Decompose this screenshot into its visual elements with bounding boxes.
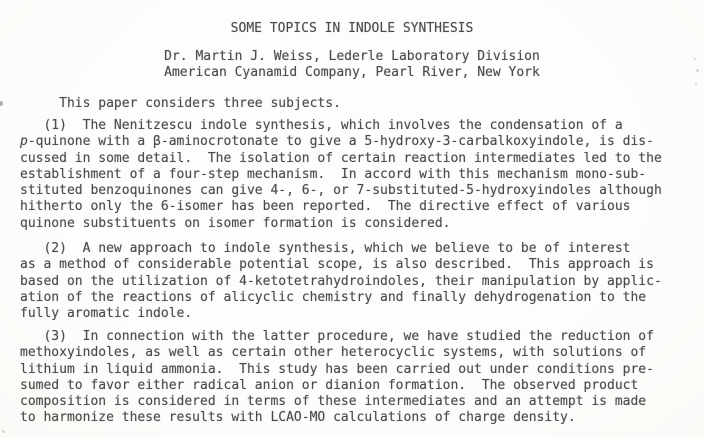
paragraph-2 (20, 241, 692, 322)
paragraph-1 (20, 118, 692, 232)
text-line: (3) In connection with the latter procedure, we have studied the reduction of (20, 329, 654, 344)
scan-speck-artifact (694, 58, 696, 60)
text-line: (1) The Nenitzescu indole synthesis, which involves the condensation of a (20, 118, 623, 133)
page-title: SOME TOPICS IN INDOLE SYNTHESIS (230, 21, 474, 36)
paragraph-3 (20, 329, 692, 427)
text-line: methoxyindoles, as well as certain other heterocyclic systems, with solutions of (20, 345, 647, 361)
scan-speck-artifact (0, 101, 3, 106)
affiliation-line: American Cyanamid Company, Pearl River, New York (164, 65, 540, 81)
intro-paragraph (20, 96, 692, 112)
text-line: cussed in some detail. The isolation of certain reaction intermediates led to the (20, 150, 662, 166)
text-line: This paper considers three subjects. (20, 96, 341, 111)
text-line: to harmonize these results with LCAO-MO calculations of charge density. (20, 410, 576, 426)
text-line: p-quinone with a β-aminocrotonate to give a 5-hydroxy-3-carbalkoxyindole, is dis- (20, 134, 654, 150)
text-line: lithium in liquid ammonia. This study has been carried out under conditions pre- (20, 361, 654, 377)
text-line: (2) A new approach to indole synthesis, which we believe to be of interest (20, 241, 631, 256)
text-line: ation of the reactions of alicyclic chemistry and finally dehydrogenation to the (20, 289, 647, 305)
text-line: composition is considered in terms of these intermediates and an attempt is made (20, 394, 647, 410)
text-line: establishment of a four-step mechanism. In accord with this mechanism mono-sub- (20, 166, 647, 182)
text-line: fully aromatic indole. (20, 306, 193, 322)
text-line: based on the utilization of 4-ketotetrahydroindoles, their manipulation by applic- (20, 273, 662, 289)
scan-speck-artifact (695, 83, 697, 86)
text-line: sumed to favor either radical anion or dianion formation. The observed product (20, 377, 639, 393)
scan-speck-artifact (2, 430, 5, 433)
scan-speck-artifact (696, 69, 699, 72)
text-line: hitherto only the 6-isomer has been reported. The directive effect of various (20, 199, 631, 215)
text-line: stituted benzoquinones can give 4-, 6-, or 7-substituted-5-hydroxyindoles although (20, 183, 662, 199)
author-line: Dr. Martin J. Weiss, Lederle Laboratory Division (164, 49, 540, 64)
text-line: as a method of considerable potential scope, is also described. This approach is (20, 257, 654, 273)
text-line: quinone substituents on isomer formation is considered. (20, 215, 451, 231)
author-block (0, 49, 704, 82)
